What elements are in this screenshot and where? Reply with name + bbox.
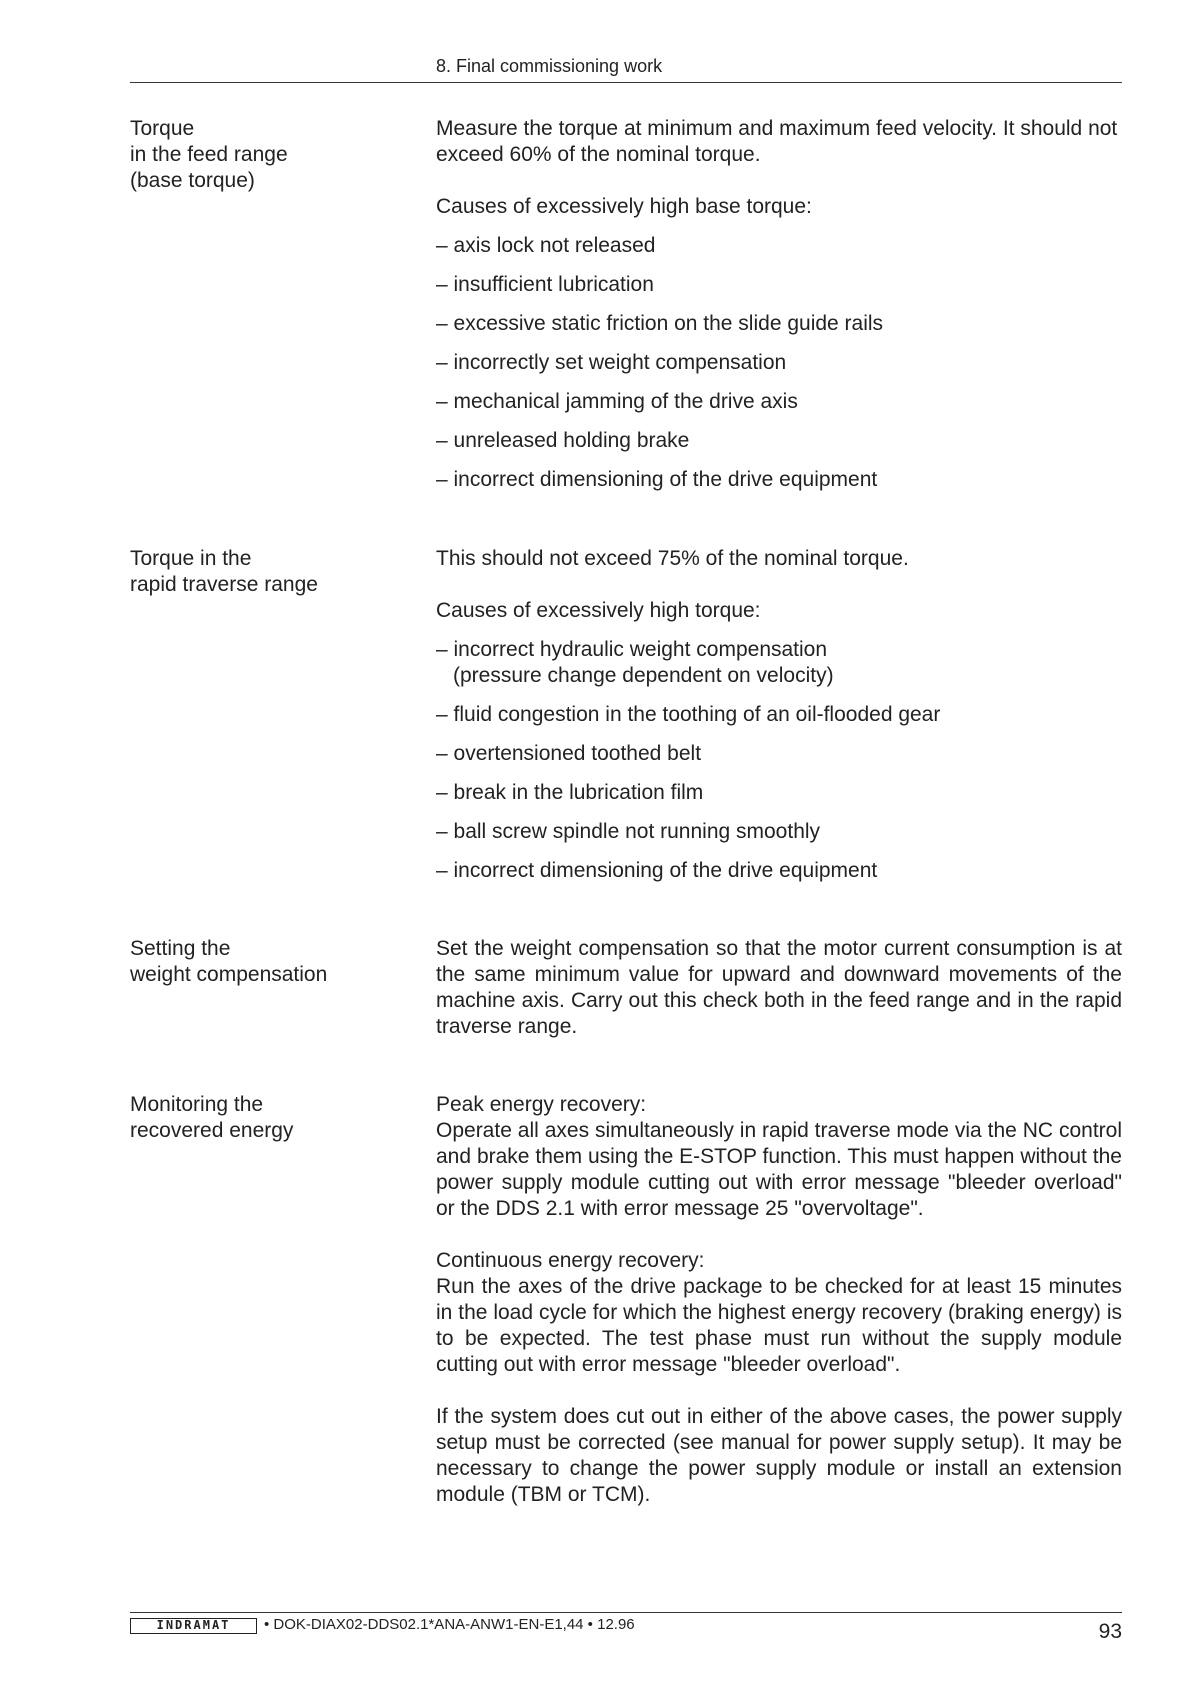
causes-list [436,233,1122,493]
list-item: – unreleased holding brake [436,429,690,452]
indramat-logo: INDRAMAT [130,1618,257,1634]
list-item-text: – incorrect hydraulic weight compensation [436,638,828,661]
side-label-line: Setting the [130,937,231,960]
section-label-rapid-torque [130,546,410,598]
section-body-weight-compensation [436,936,1122,1066]
side-label-line: in the feed range [130,143,288,166]
section-label-feed-torque [130,116,410,194]
subheading-continuous-recovery: Continuous energy recovery: [436,1249,705,1272]
continuous-recovery-text: Run the axes of the drive package to be checked for at least 15 minutes in the load cycle for which the highest energy recovery (braking energy) is to be expected. The test phase must run without the supply module cutting out with error message "bleeder overload". [436,1275,1122,1376]
list-item: – incorrect dimensioning of the drive equipment [436,859,878,882]
section-label-recovered-energy [130,1092,410,1144]
footer-divider [130,1612,1122,1613]
list-item: – axis lock not released [436,234,656,257]
causes-heading: Causes of excessively high torque: [436,599,761,622]
side-label-line: (base torque) [130,169,255,192]
list-item: – ball screw spindle not running smoothly [436,820,821,843]
list-item: – incorrect dimensioning of the drive equipment [436,468,878,491]
side-label-line: Torque [130,117,195,140]
causes-heading: Causes of excessively high base torque: [436,195,812,218]
page-header-title: 8. Final commissioning work [436,56,663,76]
list-item: – fluid congestion in the toothing of an oil-flooded gear [436,703,941,726]
header-divider [130,82,1122,83]
paragraph: This should not exceed 75% of the nominal torque. [436,547,909,570]
section-label-weight-compensation [130,936,410,988]
paragraph: Set the weight compensation so that the motor current consumption is at the same minimum value for upward and downward movements of the machine axis. Carry out this check both in the feed range and in the rapid traverse range. [436,937,1122,1038]
side-label-line: rapid traverse range [130,573,318,596]
subheading-peak-recovery: Peak energy recovery: [436,1093,647,1116]
list-item: – break in the lubrication film [436,781,704,804]
paragraph: Measure the torque at minimum and maximum feed velocity. It should not exceed 60% of the nominal torque. [436,117,1118,166]
side-label-line: recovered energy [130,1119,294,1142]
document-reference: • DOK-DIAX02-DDS02.1*ANA-ANW1-EN-E1,44 • 12.96 [264,1616,635,1633]
section-body-feed-torque [436,116,1122,506]
list-item-continuation: (pressure change dependent on velocity) [453,664,834,687]
side-label-line: Torque in the [130,547,252,570]
list-item: – excessive static friction on the slide guide rails [436,312,884,335]
section-body-recovered-energy [436,1092,1122,1534]
section-body-rapid-torque [436,546,1122,897]
side-label-line: Monitoring the [130,1093,264,1116]
peak-recovery-text: Operate all axes simultaneously in rapid traverse mode via the NC control and brake them using the E-STOP function. This must happen without the power supply module cutting out with error message "bleeder overload" or the DDS 2.1 with error message 25 "overvoltage". [436,1119,1122,1220]
side-label-line: weight compensation [130,963,328,986]
paragraph-continuous-recovery [436,1248,1122,1378]
list-item [436,637,1122,689]
page-number: 93 [1098,1620,1122,1643]
list-item: – incorrectly set weight compensation [436,351,787,374]
paragraph-peak-recovery [436,1092,1122,1222]
list-item: – overtensioned toothed belt [436,742,702,765]
list-item: – mechanical jamming of the drive axis [436,390,798,413]
paragraph-final: If the system does cut out in either of the above cases, the power supply setup must be corrected (see manual for power supply setup). It may be necessary to change the power supply module or install an extension module (TBM or TCM). [436,1405,1122,1506]
list-item: – insufficient lubrication [436,273,654,296]
causes-list [436,637,1122,884]
